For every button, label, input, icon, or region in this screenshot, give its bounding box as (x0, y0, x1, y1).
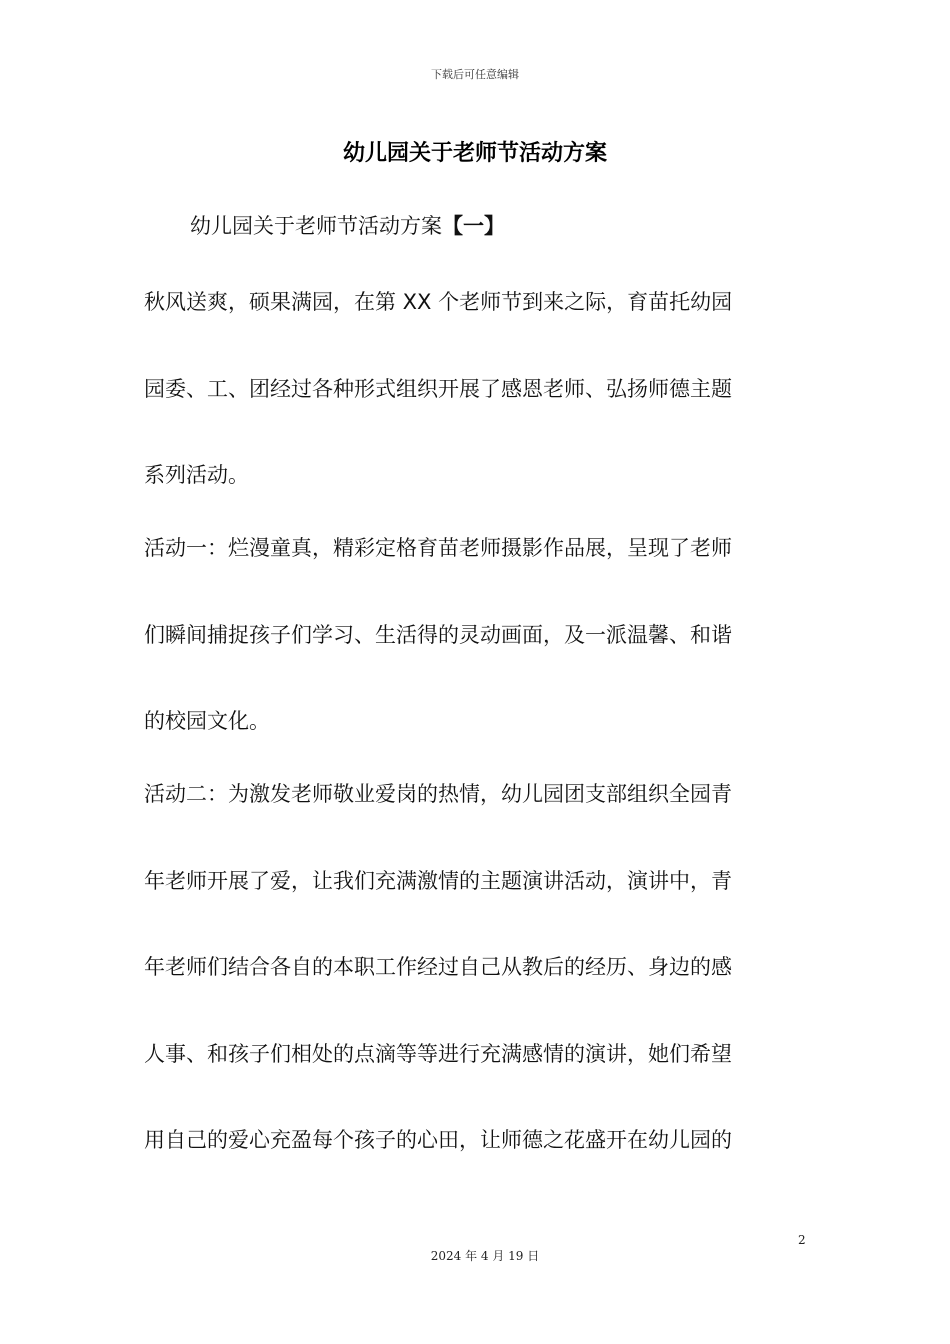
section-subtitle-bracket: 【一】 (442, 214, 505, 238)
body-line: 年老师们结合各自的本职工作经过自己从教后的经历、身边的感 (144, 955, 732, 979)
document-title: 幼儿园关于老师节活动方案 (342, 141, 607, 166)
body-line: 秋风送爽，硕果满园，在第 XX 个老师节到来之际，育苗托幼园 (144, 290, 733, 314)
body-line: 活动一：烂漫童真，精彩定格育苗老师摄影作品展，呈现了老师 (144, 536, 732, 560)
body-line: 人事、和孩子们相处的点滴等等进行充满感情的演讲，她们希望 (144, 1042, 732, 1066)
body-line: 活动二：为激发老师敬业爱岗的热情，幼儿园团支部组织全园青 (144, 782, 732, 806)
header-note: 下载后可任意编辑 (431, 68, 519, 81)
footer-date: 2024 年 4 月 19 日 (430, 1249, 540, 1263)
section-subtitle-text: 幼儿园关于老师节活动方案 (190, 214, 442, 238)
page-number: 2 (798, 1233, 806, 1247)
body-line: 系列活动。 (144, 463, 249, 487)
body-line: 的校园文化。 (144, 709, 270, 733)
body-line: 园委、工、团经过各种形式组织开展了感恩老师、弘扬师德主题 (144, 377, 732, 401)
body-line: 年老师开展了爱，让我们充满激情的主题演讲活动，演讲中，青 (144, 869, 732, 893)
section-subtitle (190, 210, 505, 240)
body-line: 用自己的爱心充盈每个孩子的心田，让师德之花盛开在幼儿园的 (144, 1128, 732, 1152)
body-line: 们瞬间捕捉孩子们学习、生活得的灵动画面，及一派温馨、和谐 (144, 623, 732, 647)
